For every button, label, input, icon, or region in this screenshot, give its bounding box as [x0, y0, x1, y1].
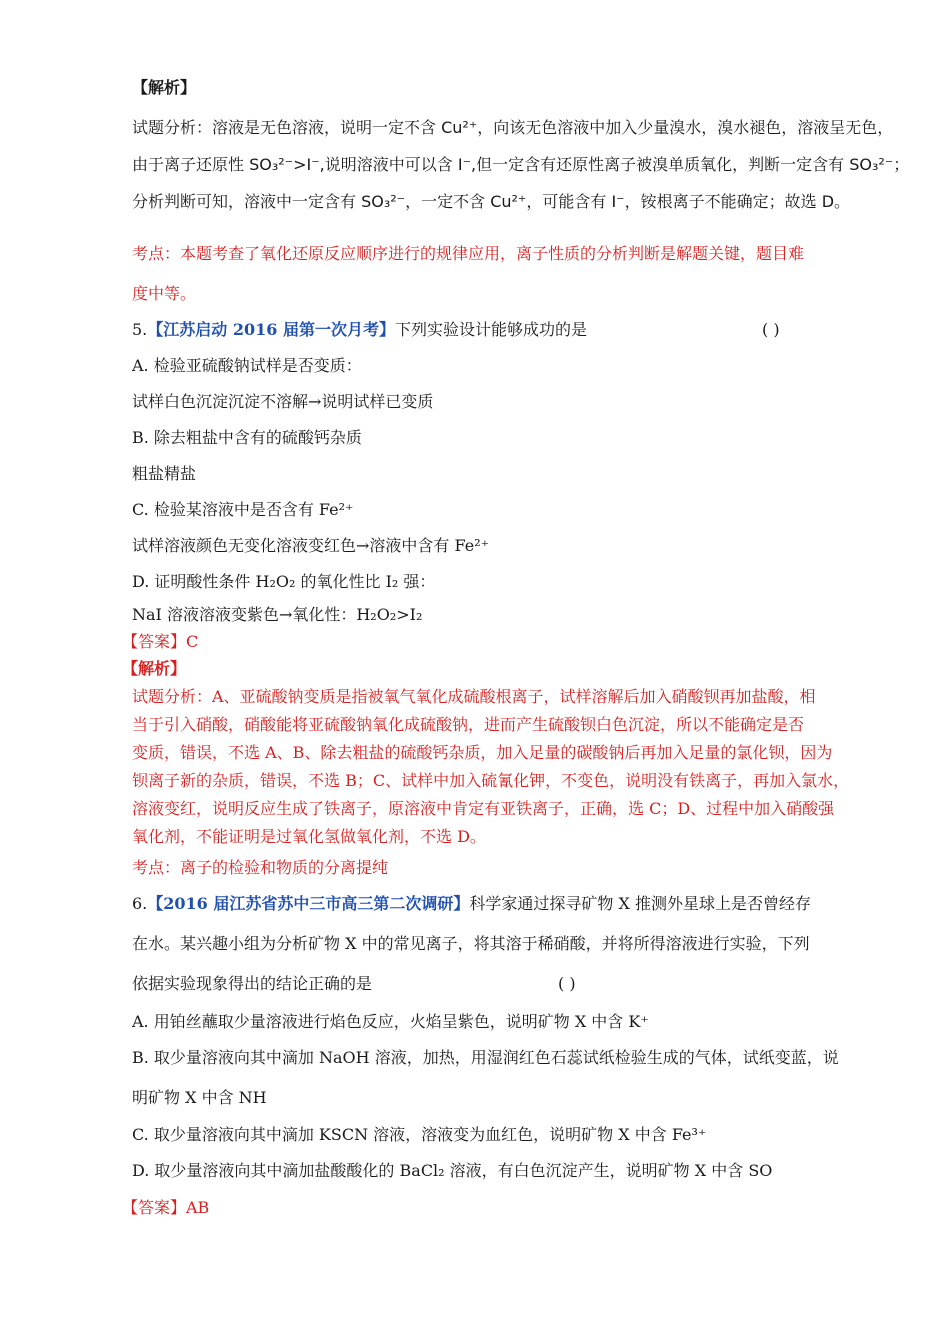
question-source: 【2016 届江苏省苏中三市高三第二次调研】	[147, 894, 470, 913]
option-b: B. 取少量溶液向其中滴加 NaOH 溶液，加热，用湿润红色石蕊试纸检验生成的气体，试纸变蓝，说	[132, 1048, 839, 1067]
question-stem: 下列实验设计能够成功的是	[394, 320, 587, 339]
option-d-detail: NaI 溶液溶液变紫色→氧化性：H₂O₂>I₂	[132, 605, 423, 624]
option-b: B. 除去粗盐中含有的硫酸钙杂质	[132, 428, 362, 447]
kaodian-line: 考点：离子的检验和物质的分离提纯	[132, 858, 389, 877]
question-number: 5.	[132, 320, 148, 339]
analysis-line: 分析判断可知，溶液中一定含有 SO₃²⁻，一定不含 Cu²⁺，可能含有 I⁻，铵根离子不能确定；故选 D。	[132, 192, 851, 211]
option-a: A. 检验亚硫酸钠试样是否变质：	[132, 356, 362, 375]
question-6-header	[132, 894, 811, 914]
analysis-line: 氧化剂，不能证明是过氧化氢做氧化剂，不选 D。	[132, 827, 486, 846]
kaodian-line: 考点：本题考查了氧化还原反应顺序进行的规律应用，离子性质的分析判断是解题关键，题目难	[132, 244, 805, 263]
kaodian-line: 度中等。	[132, 284, 197, 303]
question-stem: 科学家通过探寻矿物 X 推测外星球上是否曾经存	[469, 894, 811, 913]
option-d: D. 取少量溶液向其中滴加盐酸酸化的 BaCl₂ 溶液，有白色沉淀产生，说明矿物 X 中含 SO	[132, 1161, 773, 1180]
option-a: A. 用铂丝蘸取少量溶液进行焰色反应，火焰呈紫色，说明矿物 X 中含 K⁺	[132, 1012, 649, 1031]
analysis-line: 试题分析：A、亚硫酸钠变质是指被氧气氧化成硫酸根离子，试样溶解后加入硝酸钡再加盐酸，相	[132, 687, 816, 706]
analysis-line: 由于离子还原性 SO₃²⁻>I⁻,说明溶液中可以含 I⁻,但一定含有还原性离子被溴单质氧化，判断一定含有 SO₃²⁻；	[132, 155, 910, 174]
question-number: 6.	[132, 894, 148, 913]
option-c: C. 检验某溶液中是否含有 Fe²⁺	[132, 500, 354, 519]
analysis-line: 钡离子新的杂质，错误，不选 B；C、试样中加入硫氰化钾，不变色，说明没有铁离子，再加入氯水，	[132, 771, 850, 790]
question-stem-line: 在水。某兴趣小组为分析矿物 X 中的常见离子，将其溶于稀硝酸，并将所得溶液进行实验，下列	[132, 934, 810, 953]
question-stem-line: 依据实验现象得出的结论正确的是	[132, 974, 373, 993]
question-source: 【江苏启动 2016 届第一次月考】	[147, 320, 395, 339]
option-c-detail: 试样溶液颜色无变化溶液变红色→溶液中含有 Fe²⁺	[132, 536, 490, 555]
option-c: C. 取少量溶液向其中滴加 KSCN 溶液，溶液变为血红色，说明矿物 X 中含 Fe³⁺	[132, 1125, 707, 1144]
question-5-header	[132, 320, 587, 340]
answer-parentheses: ( )	[762, 320, 780, 339]
analysis-line: 溶液变红，说明反应生成了铁离子，原溶液中肯定有亚铁离子，正确，选 C；D、过程中加入硝酸强	[132, 799, 835, 818]
answer-parentheses: ( )	[558, 974, 576, 993]
jiexi-heading: 【解析】	[122, 659, 187, 678]
answer: 【答案】AB	[122, 1198, 210, 1217]
option-b-continued: 明矿物 X 中含 NH	[132, 1088, 267, 1107]
option-a-detail: 试样白色沉淀沉淀不溶解→说明试样已变质	[132, 392, 434, 411]
option-d: D. 证明酸性条件 H₂O₂ 的氧化性比 I₂ 强：	[132, 572, 436, 591]
answer: 【答案】C	[122, 632, 199, 651]
analysis-line: 试题分析：溶液是无色溶液，说明一定不含 Cu²⁺，向该无色溶液中加入少量溴水，溴水褪色，溶液呈无色，	[132, 118, 894, 137]
analysis-line: 变质，错误，不选 A、B、除去粗盐的硫酸钙杂质，加入足量的碳酸钠后再加入足量的氯化钡，因为	[132, 743, 833, 762]
jiexi-heading: 【解析】	[132, 78, 197, 97]
option-b-detail: 粗盐精盐	[132, 464, 197, 483]
analysis-line: 当于引入硝酸，硝酸能将亚硫酸钠氧化成硫酸钠，进而产生硫酸钡白色沉淀，所以不能确定是否	[132, 715, 805, 734]
